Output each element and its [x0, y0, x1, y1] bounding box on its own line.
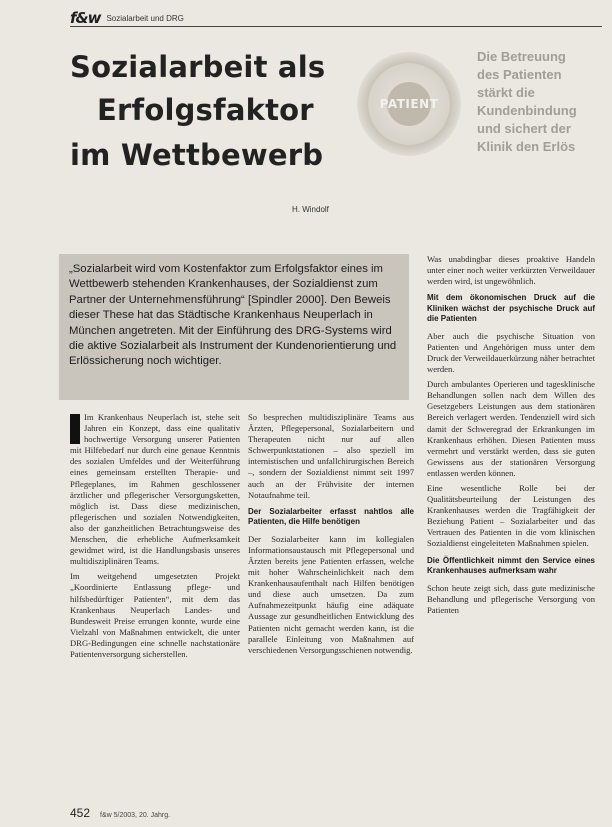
patient-seal-graphic	[357, 52, 461, 156]
tagline-line: und sichert der	[477, 121, 571, 136]
column-2	[248, 412, 414, 660]
paragraph: Durch ambulantes Operieren und tagesklinische Behandlungen sollen nach dem Willen des Gesetzgebers Leistungen aus dem stationären Bereich verlagert werden. Tendenziell wird sich damit der Schweregrad der Erkrankungen im Krankenhaus erhöhen. Diesen Patienten muss vermehrt und verstärkt werden, dass sie guten Gewissens aus der stationären Versorgung entlassen werden können.	[427, 379, 595, 478]
page-footer	[70, 806, 170, 820]
tagline-line: des Patienten	[477, 67, 562, 82]
header-rule	[70, 26, 602, 27]
paragraph: So besprechen multidisziplinäre Teams aus Ärzten, Pflegepersonal, Sozialarbeitern und Therapeuten nicht nur auf allen Schwerpunktstationen – also speziell im internistischen und unfallchirurgischen Bereich –, sondern der Sozialdienst nimmt seit 1997 auch an der Frühvisite der internen Notaufnahme teil.	[248, 412, 414, 500]
paragraph: Aber auch die psychische Situation von Patienten und Angehörigen muss unter dem Druck der Verweildauerkürzung näher betrachtet werden.	[427, 330, 595, 375]
column-3	[427, 254, 595, 620]
subheading: Die Öffentlichkeit nimmt den Service eines Krankenhauses aufmerksam wahr	[427, 555, 595, 576]
journal-citation: f&w 5/2003, 20. Jahrg.	[100, 812, 171, 819]
paragraph: Schon heute zeigt sich, dass gute medizinische Behandlung und pflegerische Versorgung von Patienten	[427, 582, 595, 615]
tagline	[477, 48, 612, 156]
page-header	[70, 10, 184, 26]
tagline-line: Klinik den Erlös	[477, 139, 576, 154]
title-line-2: Erfolgsfaktor	[97, 93, 314, 127]
tagline-line: stärkt die	[477, 85, 535, 100]
title-line-1: Sozialarbeit als	[70, 50, 326, 84]
seal-center	[379, 82, 439, 126]
title-line-3: im Wettbewerb	[70, 138, 324, 172]
paragraph: Im Krankenhaus Neuperlach ist, stehe seit Jahren ein Konzept, dass eine qualitativ hochwertige Versorgung unserer Patienten mit Hilfebedarf nur durch eine genaue Kenntnis des sozialen Umfeldes und der Weiterführung eines gemeinsam erstellten Therapie- und Pflegeplanes, im Rahmen geschlossener ärztlicher und pflegerischer Versorgungsketten, möglich ist. Dass diese medizinischen, pflegerischen und sozialen Notwendigkeiten, also der ganzheitlichen Betrachtungsweise des Menschen, die erhebliche Aufmerksamkeit gewidmet wird, ist die Handlungsbasis unseres multidisziplinären Teams.	[70, 412, 240, 567]
dropcap	[70, 414, 80, 444]
author-byline: H. Windolf	[292, 205, 329, 214]
paragraph: Der Sozialarbeiter kann im kollegialen Informationsaustausch mit Pflegepersonal und Ärzten bereits jene Patienten erfassen, welche mit hoher Wahrscheinlichkeit nach dem Krankenhausaufenthalt nach Hilfen benötigen und diese auch umsetzen. Da zum Aufnahmezeitpunkt häufig eine adäquate Aussage zur gesundheitlichen Entwicklung des Patienten nicht gemacht werden kann, ist die parallele Einleitung von Maßnahmen auf verschiedenen Versorgungsschienen notwendig.	[248, 533, 414, 655]
paragraph: Was unabdingbar dieses proaktive Handeln unter einer noch weiter verkürzten Verweildauer werden wird, ist ungewöhnlich.	[427, 254, 595, 287]
journal-logo: f&w	[70, 9, 101, 27]
seal-label: PATIENT	[379, 97, 439, 111]
page-number: 452	[70, 806, 91, 820]
paragraph: Eine wesentliche Rolle bei der Qualitätsbeurteilung der Leistungen des Krankenhauses werden die Tragfähigkeit der Beziehung Patient – Sozialarbeiter und das Vertrauen des Patienten in die vom klinischen Sozialdienst eingeleiteten Maßnahmen spielen.	[427, 483, 595, 549]
subheading: Mit dem ökonomischen Druck auf die Kliniken wächst der psychische Druck auf die Patienten	[427, 293, 595, 324]
tagline-line: Die Betreuung	[477, 49, 566, 64]
section-label: Sozialarbeit und DRG	[106, 13, 184, 23]
paragraph: Im weitgehend umgesetzten Projekt „Koordinierte Entlassung pflege- und hilfsbedürftiger Patienten“, mit dem das Krankenhaus Neuperlach Landes- und Bundesweit Preise errungen konnte, wurde eine Vielzahl von Maßnahmen entwickelt, die unter DRG-Bedingungen eine schnelle nachstationäre Patientenversorgung sicherstellen.	[70, 571, 240, 659]
subheading: Der Sozialarbeiter erfasst nahtlos alle Patienten, die Hilfe benötigen	[248, 506, 414, 527]
tagline-line: Kundenbindung	[477, 103, 577, 118]
column-1	[70, 412, 240, 664]
lead-text: „Sozialarbeit wird vom Kostenfaktor zum Erfolgsfaktor eines im Wettbewerb stehenden Krankenhauses, der Sozialdienst zum Partner der Unternehmensführung“ [Spindler 2000]. Den Beweis dieser These hat das Städtische Krankenhaus Neuperlach in München angetreten. Mit der Einführung des DRG-Systems wird die aktive Sozialarbeit als Instrument der Kundenorientierung und Erlössicherung noch wichtiger.	[69, 263, 397, 368]
